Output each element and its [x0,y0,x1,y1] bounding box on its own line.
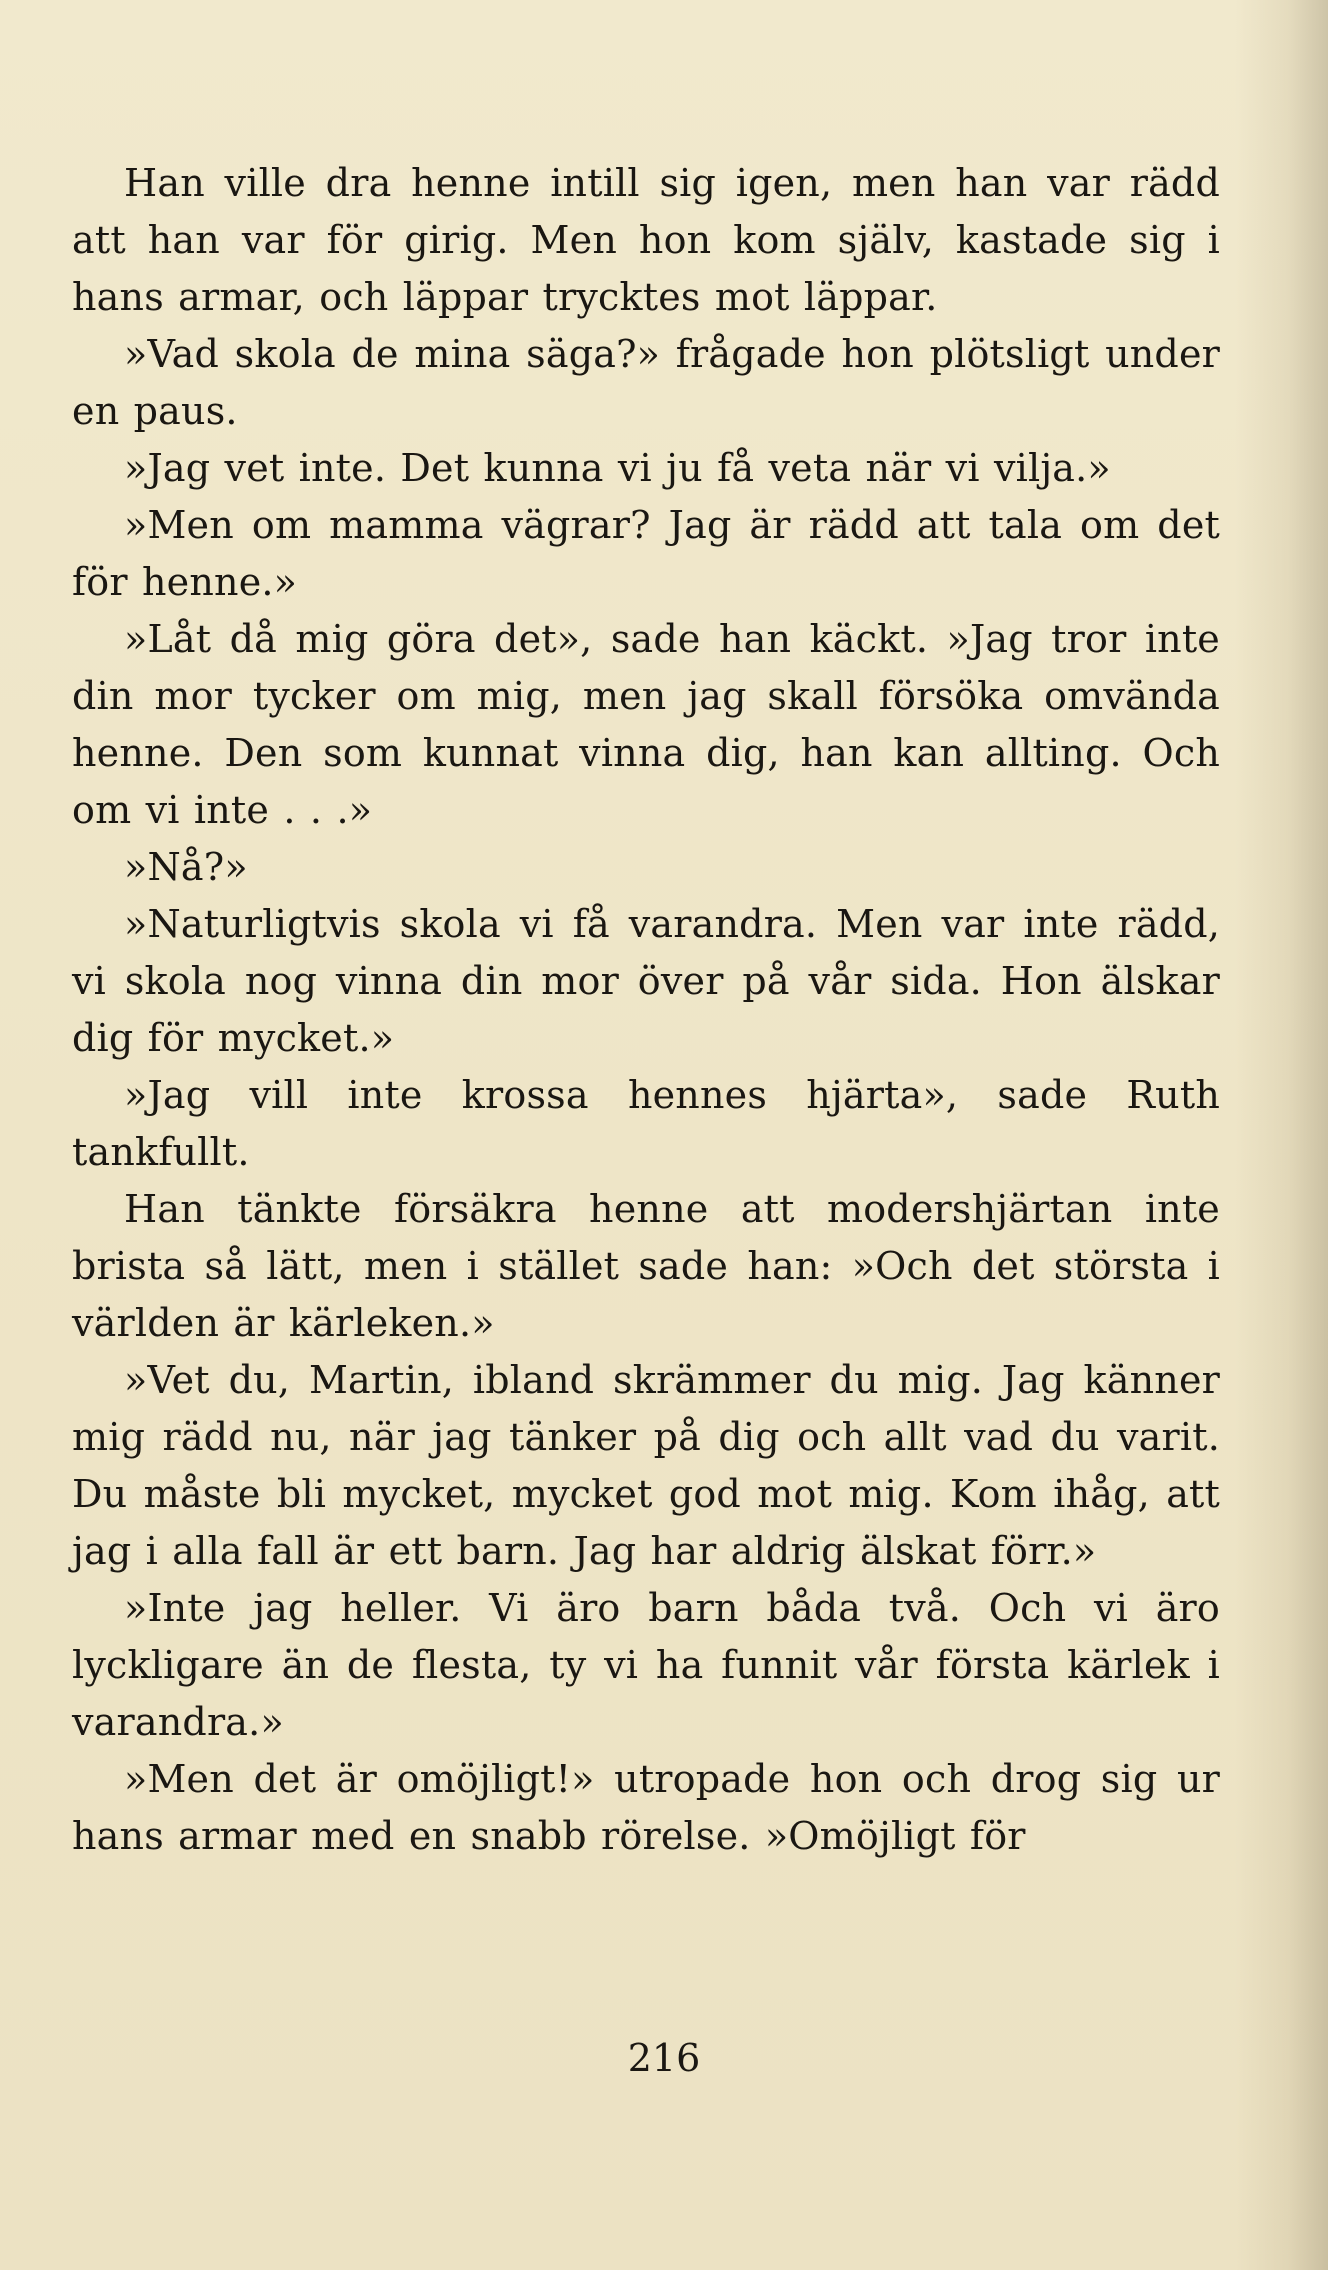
paragraph: Han tänkte försäkra henne att modershjärtan inte brista så lätt, men i stället sade han: »Och det största i världen är kärleken.» [72,1187,1220,1345]
paragraph: »Nå?» [124,845,248,889]
paragraph: »Inte jag heller. Vi äro barn båda två. Och vi äro lyckligare än de flesta, ty vi ha funnit vår första kärlek i varandra.» [72,1586,1220,1744]
paragraph: »Men det är omöjligt!» utropade hon och drog sig ur hans armar med en snabb rörelse. »Omöjligt för [72,1757,1220,1858]
page-text [72,155,1220,1865]
paragraph: »Jag vet inte. Det kunna vi ju få veta när vi vilja.» [124,446,1111,490]
paragraph: »Men om mamma vägrar? Jag är rädd att tala om det för henne.» [72,503,1220,604]
page-number: 216 [627,2036,701,2080]
paragraph: »Låt då mig göra det», sade han käckt. »Jag tror inte din mor tycker om mig, men jag skall försöka omvända henne. Den som kunnat vinna dig, han kan allting. Och om vi inte . . .» [72,617,1220,832]
paragraph: »Jag vill inte krossa hennes hjärta», sade Ruth tankfullt. [72,1073,1220,1174]
paragraph: »Vad skola de mina säga?» frågade hon plötsligt under en paus. [72,332,1220,433]
paragraph: »Vet du, Martin, ibland skrämmer du mig. Jag känner mig rädd nu, när jag tänker på dig och allt vad du varit. Du måste bli mycket, mycket god mot mig. Kom ihåg, att jag i alla fall är ett barn. Jag har aldrig älskat förr.» [72,1358,1220,1573]
paragraph: Han ville dra henne intill sig igen, men han var rädd att han var för girig. Men hon kom själv, kastade sig i hans armar, och läppar trycktes mot läppar. [72,161,1220,319]
paragraph: »Naturligtvis skola vi få varandra. Men var inte rädd, vi skola nog vinna din mor över på vår sida. Hon älskar dig för mycket.» [72,902,1220,1060]
